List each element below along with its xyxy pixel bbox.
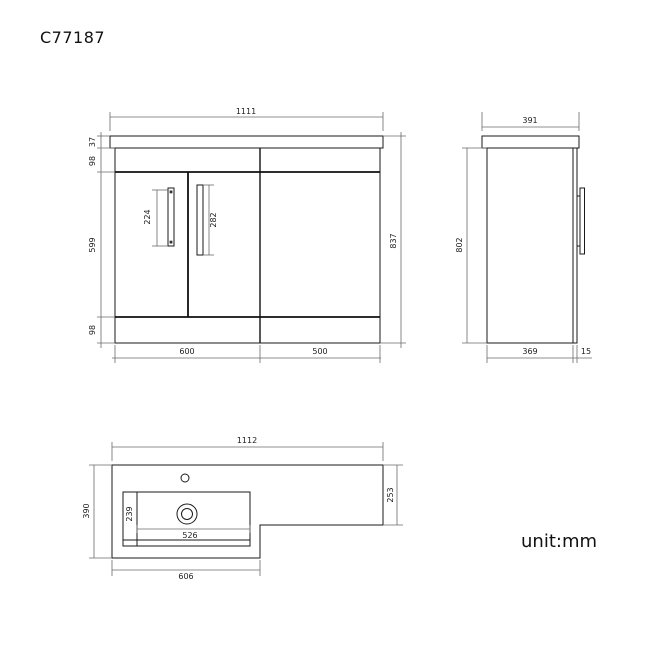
dim-plan-basin-section: 606 [178,572,194,581]
dim-front-overall-height: 837 [389,233,398,249]
plan-view-linework [89,442,403,576]
dim-front-bottom-rail: 98 [88,324,97,336]
dim-side-carcass-depth: 369 [522,347,538,356]
dim-front-vanity-width: 600 [179,347,195,356]
dim-side-door-thickness: 15 [580,347,592,356]
dim-plan-left-depth: 390 [82,503,91,519]
dim-front-left-handle: 224 [143,209,152,225]
dim-front-wc-width: 500 [312,347,328,356]
dim-front-top-rail: 98 [88,155,97,167]
dim-front-door-height: 599 [88,237,97,253]
dim-front-countertop: 37 [88,136,97,148]
dim-plan-right-depth: 253 [386,487,395,503]
side-view-linework [462,112,592,363]
unit-label: unit:mm [521,531,598,552]
front-view-linework [97,112,406,363]
dim-plan-basin-depth: 239 [125,506,134,522]
dim-front-overall-width: 1111 [235,107,257,116]
dim-side-overall-depth: 391 [522,116,538,125]
dim-plan-basin-width: 526 [182,531,198,540]
drawing-code: C77187 [40,28,106,47]
dim-plan-overall-width: 1112 [236,436,258,445]
dim-front-right-handle: 282 [209,212,218,228]
dim-side-carcass-height: 802 [455,237,464,253]
